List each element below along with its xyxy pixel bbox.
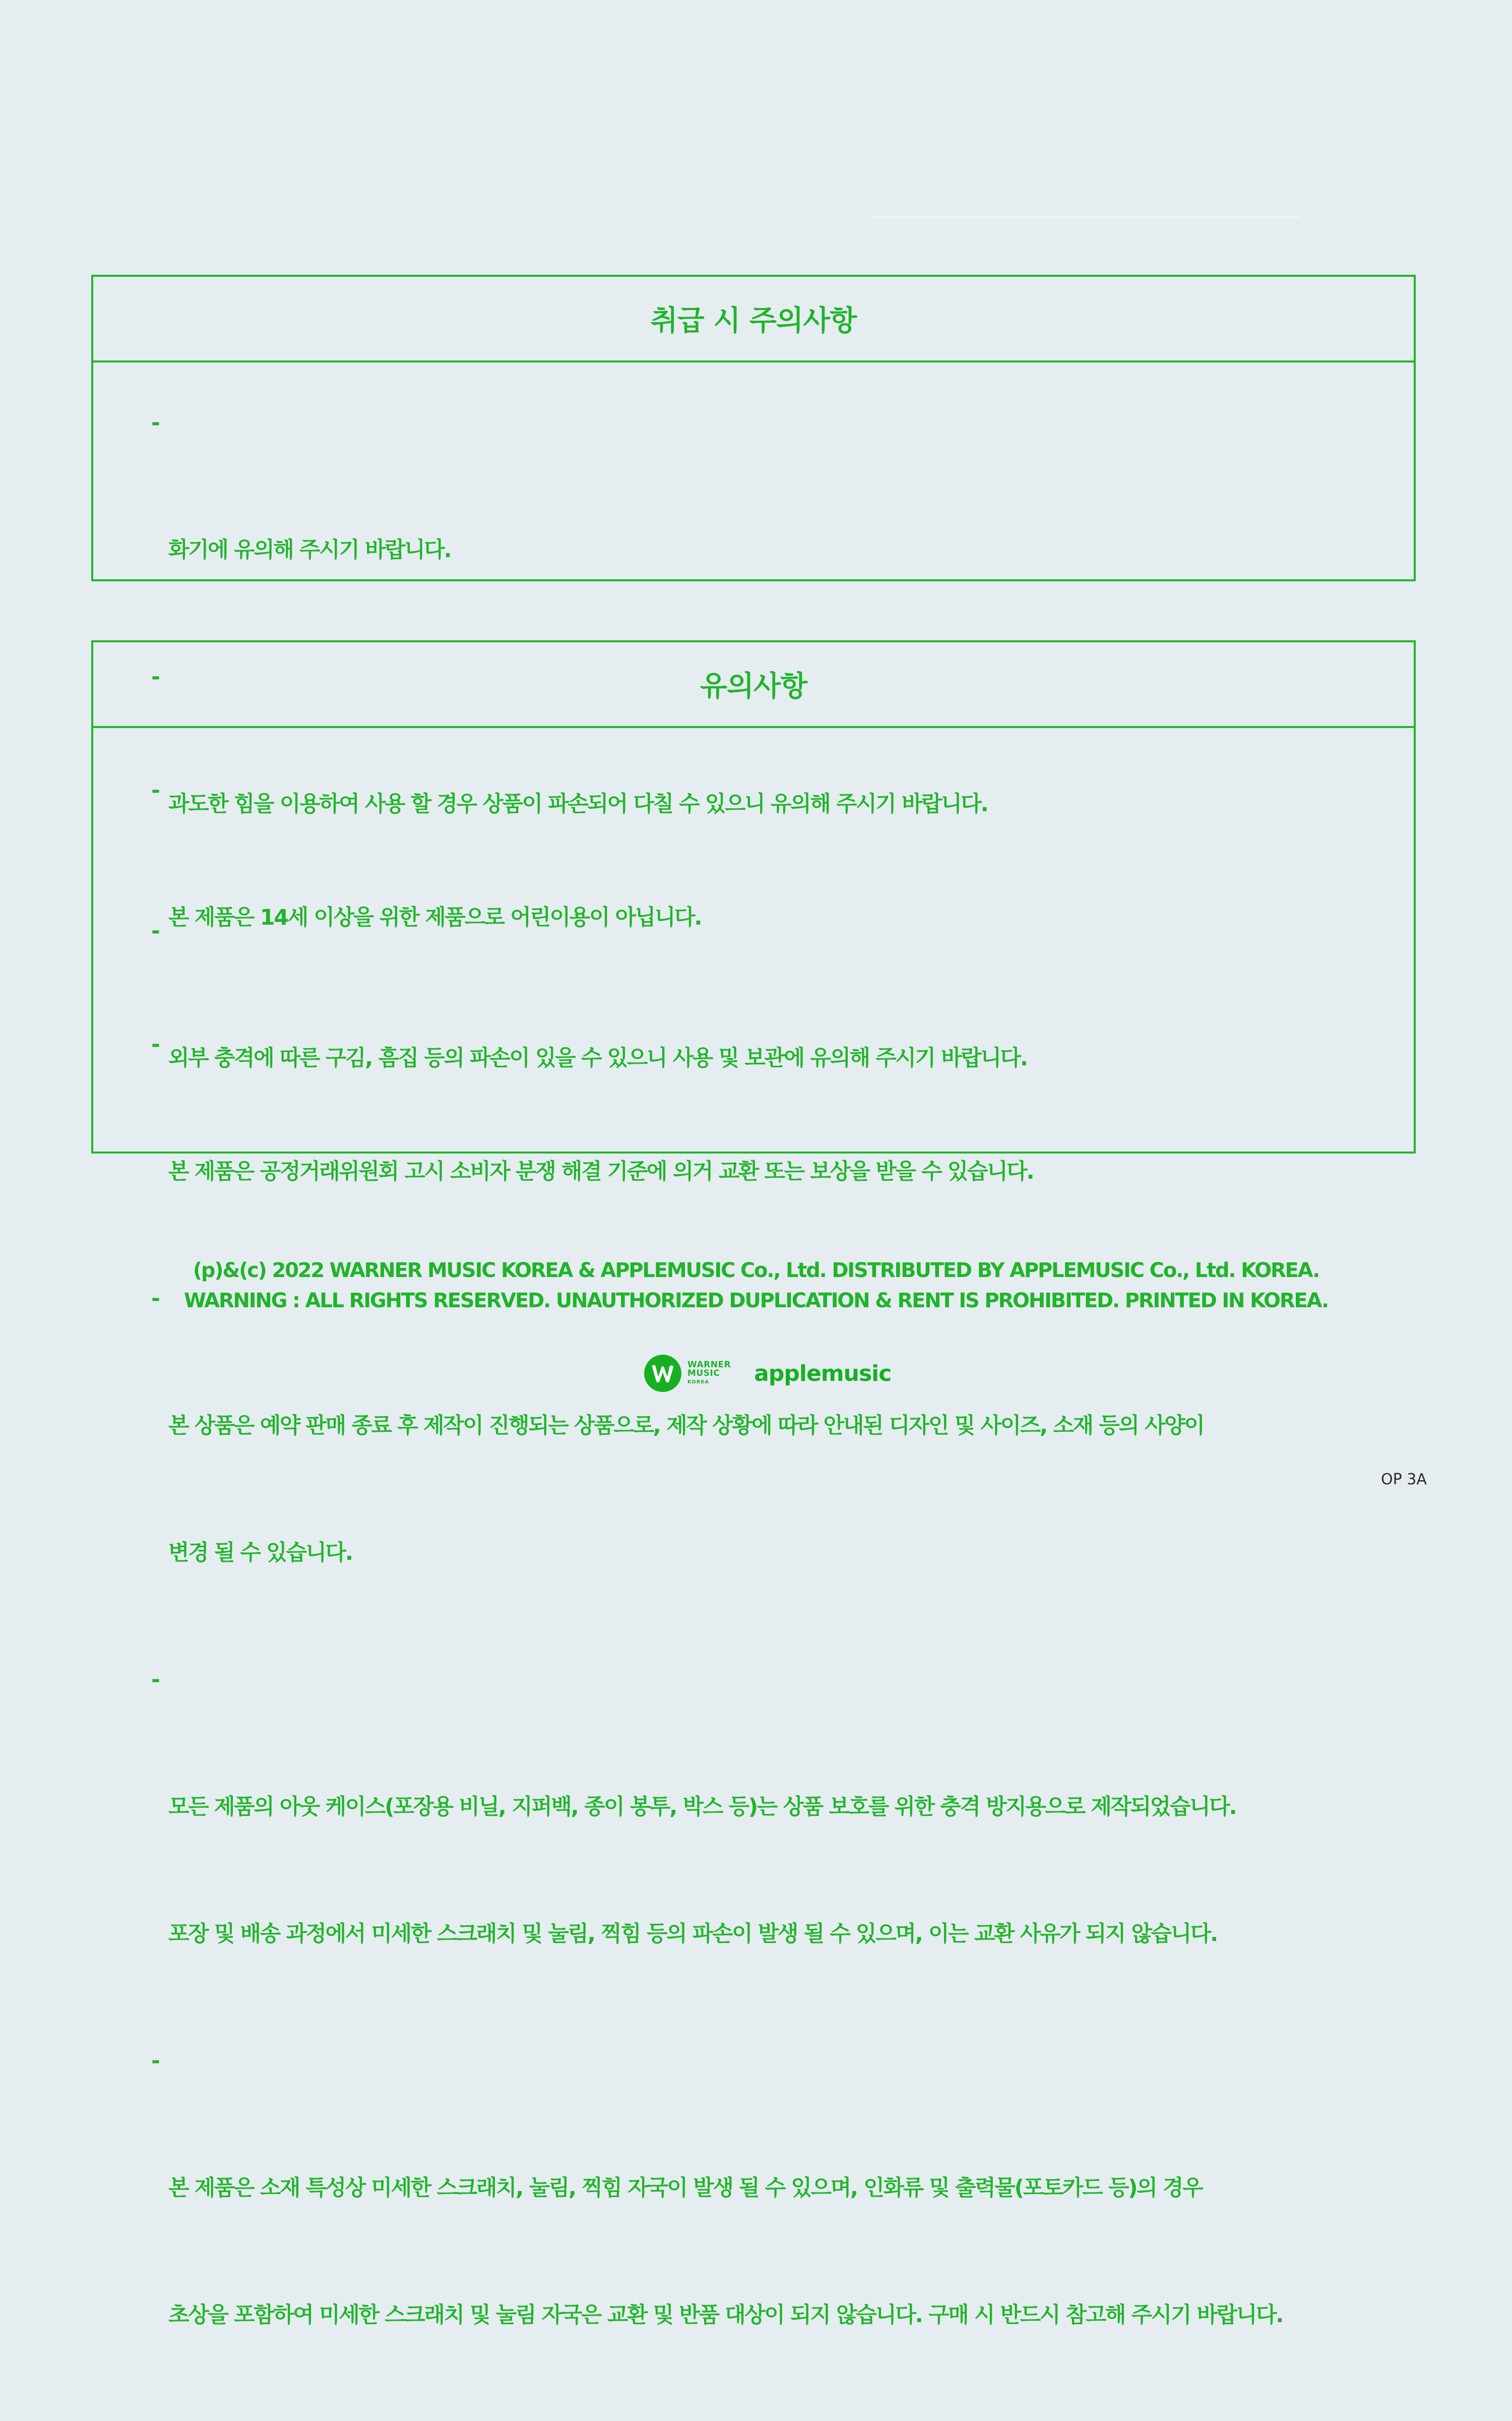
- copyright-footer: [0, 1255, 1512, 1316]
- warner-wordmark-line: KOREA: [687, 1379, 710, 1385]
- applemusic-logo: applemusic: [754, 1360, 892, 1386]
- list-item-text: 본 제품은 14세 이상을 위한 제품으로 어린이용이 아닙니다.: [168, 905, 702, 930]
- copyright-line: (p)&(c) 2022 WARNER MUSIC KOREA & APPLEMUSIC Co., Ltd. DISTRIBUTED BY APPLEMUSIC Co., Ltd. KOREA.: [193, 1259, 1319, 1282]
- notes-list: [93, 728, 1414, 2421]
- list-item-text-continued: 변경 될 수 있습니다.: [168, 1540, 352, 1565]
- dash-bullet: -: [151, 1286, 159, 1311]
- dash-bullet: -: [151, 1032, 159, 1057]
- list-item-text: 외부 충격에 따른 구김, 흠집 등의 파손이 있을 수 있으니 사용 및 보관에 유의해 주시기 바랍니다.: [168, 1046, 1027, 1071]
- notes-title: 유의사항: [700, 670, 807, 703]
- handling-precautions-header: [93, 277, 1414, 362]
- list-item-text: 모든 제품의 아웃 케이스(포장용 비닐, 지퍼백, 종이 봉투, 박스 등)는 상품 보호를 위한 충격 방지용으로 제작되었습니다.: [168, 1794, 1236, 1820]
- dash-bullet: -: [151, 664, 159, 690]
- list-item-text: 과도한 힘을 이용하여 사용 할 경우 상품이 파손되어 다칠 수 있으니 유의해 주시기 바랍니다.: [168, 792, 988, 817]
- dash-bullet: -: [151, 410, 159, 436]
- list-item: [151, 769, 1414, 1023]
- logo-row: [644, 1353, 891, 1394]
- warner-wordmark: [687, 1361, 731, 1386]
- warner-music-korea-logo: [644, 1355, 731, 1392]
- list-item: [151, 2040, 1414, 2421]
- warner-wordmark-line: MUSIC: [687, 1368, 720, 1378]
- notes-header: [93, 642, 1414, 728]
- list-item: [151, 402, 1414, 656]
- list-item-text: 본 제품은 소재 특성상 미세한 스크래치, 눌림, 찍힘 자국이 발생 될 수 있으며, 인화류 및 출력물(포토카드 등)의 경우: [168, 2175, 1203, 2201]
- list-item-text: 본 상품은 예약 판매 종료 후 제작이 진행되는 상품으로, 제작 상황에 따라 안내된 디자인 및 사이즈, 소재 등의 사양이: [168, 1413, 1204, 1438]
- list-item: [151, 1659, 1414, 2040]
- handling-precautions-title: 취급 시 주의사항: [650, 305, 857, 337]
- list-item: [151, 1023, 1414, 1278]
- list-item-text: 본 제품은 공정거래위원회 고시 소비자 분쟁 해결 기준에 의거 교환 또는 보상을 받을 수 있습니다.: [168, 1159, 1034, 1184]
- dash-bullet: -: [151, 778, 159, 803]
- page-mark-text: OP 3A: [1381, 1471, 1427, 1488]
- list-item: [151, 1278, 1414, 1659]
- list-item-text-continued: 포장 및 배송 과정에서 미세한 스크래치 및 눌림, 찍힘 등의 파손이 발생 될 수 있으며, 이는 교환 사유가 되지 않습니다.: [168, 1921, 1217, 1947]
- warner-wordmark-line: WARNER: [687, 1359, 731, 1370]
- top-divider: [870, 216, 1299, 218]
- dash-bullet: -: [151, 919, 159, 944]
- page-mark: [1381, 1471, 1431, 1490]
- list-item-text: 화기에 유의해 주시기 바랍니다.: [168, 537, 451, 563]
- list-item-text-continued: 초상을 포함하여 미세한 스크래치 및 눌림 자국은 교환 및 반품 대상이 되지 않습니다. 구매 시 반드시 참고해 주시기 바랍니다.: [168, 2303, 1283, 2328]
- dash-bullet: -: [151, 1667, 159, 1692]
- warner-w-icon: [644, 1355, 681, 1392]
- dash-bullet: -: [151, 2048, 159, 2074]
- warning-line: WARNING : ALL RIGHTS RESERVED. UNAUTHORIZED DUPLICATION & RENT IS PROHIBITED. PRINTED IN KOREA.: [183, 1289, 1329, 1312]
